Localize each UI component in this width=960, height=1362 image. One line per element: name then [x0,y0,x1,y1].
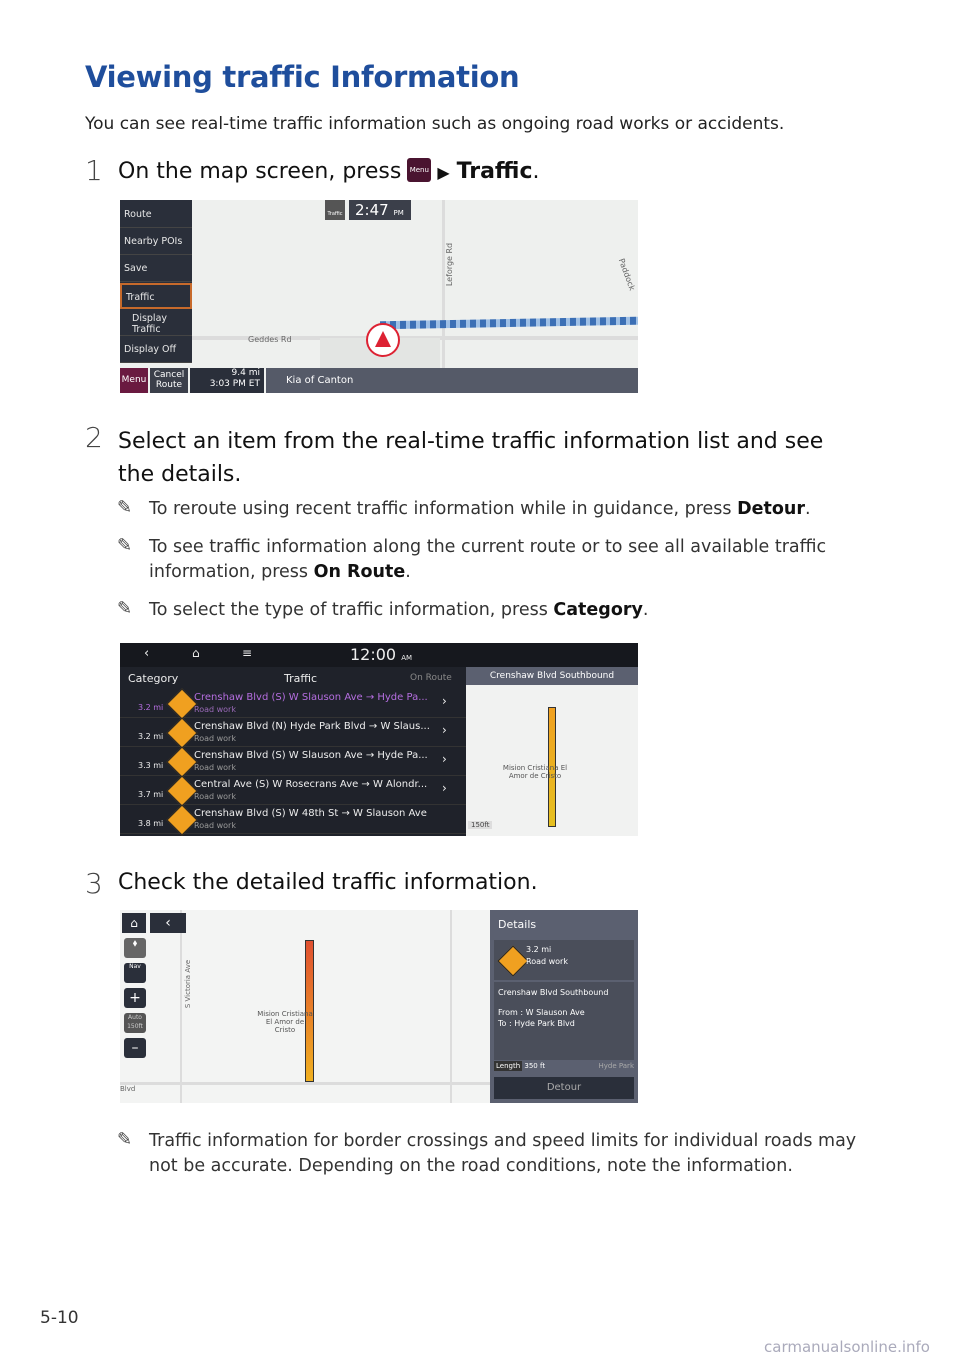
list-item[interactable]: 3.7 mi Central Ave (S) W Rosecrans Ave → W Alondr... Road work › [120,775,466,805]
road-label: Blvd [120,1085,136,1093]
list-item[interactable]: 3.2 mi Crenshaw Blvd (S) W Slauson Ave → Hyde Pa... Road work › [120,688,466,718]
road-label: Paddock [616,257,637,292]
page-title: Viewing traffic Information [85,60,520,94]
note-pencil-icon: ✎ [117,535,133,556]
compass-icon[interactable]: ⬧ [124,938,146,958]
clock: 12:00 AM [350,645,413,664]
clock: 2:47 PM [349,200,411,220]
traffic-detail-screen [120,910,638,1103]
map-screen-1 [120,200,638,393]
poi-label: Mision Cristiana El Amor de Cristo [502,764,568,780]
menu-item-nearby-pois[interactable]: Nearby POIs [120,229,192,255]
detour-button[interactable]: Detour [494,1077,634,1099]
car-position-icon [366,323,400,357]
auto-scale-button[interactable]: Auto 150ft [124,1013,146,1033]
menu-item-display-traffic[interactable]: Display Traffic [120,310,192,336]
step-number: 3 [85,867,103,900]
road-work-icon [166,804,197,835]
back-icon[interactable]: ‹ [144,646,150,661]
note-on-route: To see traffic information along the current route or to see all available traffic information, press On Route. [149,537,827,582]
destination-bar[interactable]: Kia of Canton [266,368,638,393]
menu-icon: Menu [407,158,431,182]
home-icon[interactable]: ⌂ [122,913,146,933]
scale-label: 150ft [468,821,492,829]
category-button[interactable]: Category [128,672,179,685]
step-1-text: On the map screen, press Menu ▶ Traffic. [118,159,540,184]
traffic-list-screen [120,643,638,836]
traffic-header: Traffic [284,672,318,685]
menu-item-save[interactable]: Save [120,256,192,282]
traffic-detail-info: Crenshaw Blvd Southbound From : W Slauson Ave To : Hyde Park Blvd [494,982,634,1060]
list-item[interactable]: 3.8 mi Crenshaw Blvd (S) W 48th St → W Slauson Ave Road work [120,804,466,834]
trip-info: 9.4 mi 3:03 PM ET [190,368,264,393]
poi-label: Mision Cristiana El Amor de Cristo [257,1010,313,1034]
menu-item-display-off[interactable]: Display Off [120,337,192,363]
menu-item-route[interactable]: Route [120,202,192,228]
step-number: 2 [85,421,103,454]
traffic-summary: 3.2 mi Road work [494,940,634,980]
hd-traffic-icon[interactable]: Traffic [325,200,345,220]
road-work-icon [166,775,197,806]
road-work-icon [166,746,197,777]
note-pencil-icon: ✎ [117,497,133,518]
menu-lines-icon[interactable]: ≡ [242,646,253,660]
chevron-right-icon: › [442,752,447,766]
note-detour: To reroute using recent traffic information while in guidance, press Detour. [149,499,811,519]
road-label: S Victoria Ave [184,959,193,1009]
chevron-right-icon: › [442,781,447,795]
road-work-icon [166,717,197,748]
intro-text: You can see real-time traffic information such as ongoing road works or accidents. [85,114,785,134]
zoom-in-button[interactable]: + [124,988,146,1008]
length-info: Length 350 ft Hyde Park [496,1062,634,1070]
chevron-right-icon: › [442,694,447,708]
traffic-list [120,688,466,836]
note-pencil-icon: ✎ [117,1129,133,1150]
step-number: 1 [85,154,103,187]
road-work-icon [497,945,528,976]
menu-item-traffic[interactable]: Traffic [120,283,192,309]
map-title: Crenshaw Blvd Southbound [466,667,638,685]
road-label: Leforge Rd [445,242,455,287]
note-border-crossings: Traffic information for border crossings and speed limits for individual roads may not be accurate. Depending on the road conditions, note the information. [149,1131,857,1176]
back-icon[interactable]: ‹ [150,913,186,933]
note-category: To select the type of traffic information, press Category. [149,600,649,620]
step-3-text: Check the detailed traffic information. [118,870,538,895]
watermark: carmanualsonline.info [764,1338,930,1356]
details-title: Details [498,918,537,931]
chevron-right-icon: › [442,723,447,737]
road-work-icon [166,688,197,719]
status-bar [120,643,638,667]
nav-volume-button[interactable]: Nav [124,963,146,983]
cancel-route-button[interactable]: Cancel Route [150,368,188,393]
road-label: Geddes Rd [248,335,292,344]
route-line [380,317,638,330]
zoom-out-button[interactable]: – [124,1038,146,1058]
list-item[interactable]: 3.2 mi Crenshaw Blvd (N) Hyde Park Blvd → W Slaus... Road work › [120,717,466,747]
list-item[interactable]: 3.3 mi Crenshaw Blvd (S) W Slauson Ave → Hyde Pa... Road work › [120,746,466,776]
mini-map [466,667,638,836]
menu-button[interactable]: Menu [120,368,148,393]
note-pencil-icon: ✎ [117,598,133,619]
home-icon[interactable]: ⌂ [192,646,200,660]
step-2-text: Select an item from the real-time traffic information list and see the details. [118,429,824,487]
side-menu [120,200,192,362]
arrow-right-icon: ▶ [437,163,450,182]
details-panel [490,910,638,1103]
page-number: 5-10 [40,1308,79,1328]
on-route-button[interactable]: On Route [410,673,452,683]
